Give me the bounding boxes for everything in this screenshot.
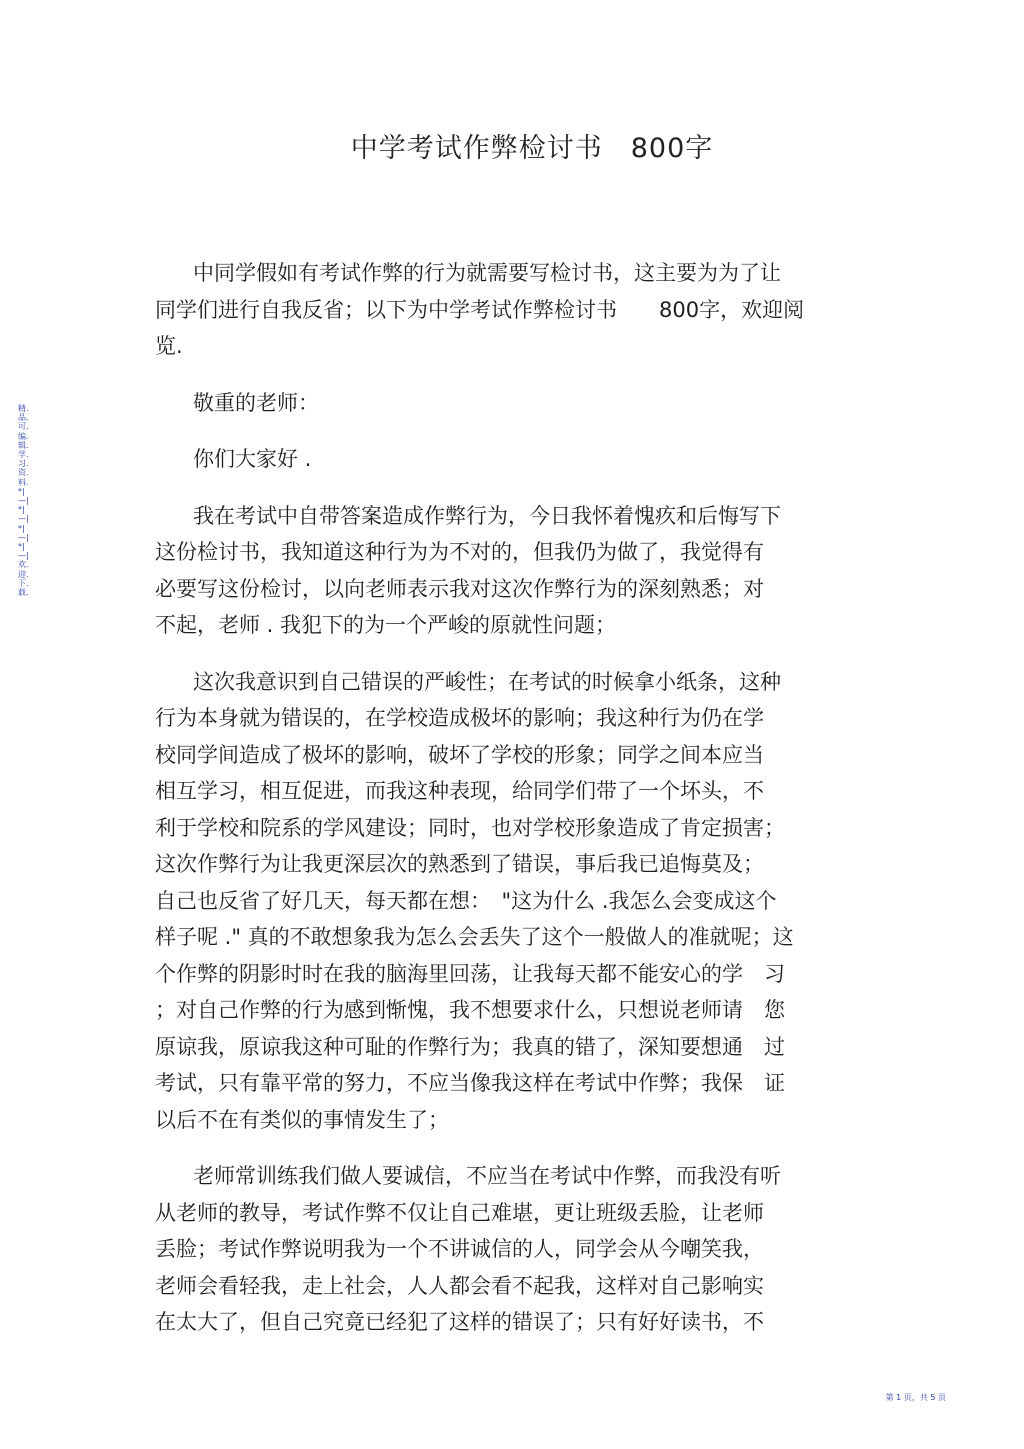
text-line: 同学们进行自我反省；以下为中学考试作弊检讨书 800字，欢迎阅 [155,297,805,322]
text-line: 校同学间造成了极坏的影响，破坏了学校的形象；同学之间本应当 [155,742,764,767]
text-line: 这份检讨书，我知道这种行为为不对的，但我仍为做了，我觉得有 [155,540,764,564]
text-line: 利于学校和院系的学风建设；同时，也对学校形象造成了肯定损害； [155,815,785,840]
text-line: 老师常训练我们做人要诚信，不应当在考试中作弊，而我没有听 [193,1164,781,1188]
text-line: 敬重的老师： [193,390,319,415]
text-line: 原谅我，原谅我这种可耻的作弊行为；我真的错了，深知要想通 过 [155,1034,785,1059]
paragraph-intro [155,255,845,365]
text-line: 这次作弊行为让我更深层次的熟悉到了错误，事后我已追悔莫及； [155,852,764,876]
text-line: 中同学假如有考试作弊的行为就需要写检讨书，这主要为为了让 [193,261,781,285]
text-line: 行为本身就为错误的，在学校造成极坏的影响；我这种行为仍在学 [155,706,764,730]
text-line: ；对自己作弊的行为感到惭愧，我不想要求什么，只想说老师请 您 [155,998,785,1022]
text-line: 你们大家好 . [193,447,312,471]
text-line: 从老师的教导，考试作弊不仅让自己难堪，更让班级丢脸，让老师 [155,1200,764,1225]
paragraph-salutation [155,385,845,422]
page-number-footer: 第 1 页，共 5 页 [885,1393,946,1402]
text-line: 在太大了，但自己究竟已经犯了这样的错误了；只有好好读书，不 [155,1310,764,1334]
document-title: 中学考试作弊检讨书 800字 [350,133,714,164]
text-line: 必要写这份检讨，以向老师表示我对这次作弊行为的深刻熟悉；对 [155,576,764,601]
paragraph-confession [155,498,845,644]
text-line: 自己也反省了好几天，每天都在想： "这为什么 .我怎么会变成这个 [155,888,777,913]
text-line: 相互学习，相互促进，而我这种表现，给同学们带了一个坏头，不 [155,779,764,803]
text-line: 样子呢 ." 真的不敢想象我为怎么会丢失了这个一般做人的准就呢；这 [155,925,794,949]
document-body [155,255,845,1361]
paragraph-greeting [155,441,845,478]
paragraph-reflection [155,664,845,1139]
text-line: 览. [155,334,183,358]
text-line: 老师会看轻我，走上社会，人人都会看不起我，这样对自己影响实 [155,1273,764,1298]
side-watermark-note: 精.品.可.编.辑.学.习.资.料.*|—|*|—|*|—|*|—|欢.迎.下.载. [18,404,29,598]
text-line: 个作弊的阴影时时在我的脑海里回荡，让我每天都不能安心的学 习 [155,961,785,986]
text-line: 我在考试中自带答案造成作弊行为，今日我怀着愧疚和后悔写下 [193,503,781,528]
text-line: 不起，老师 . 我犯下的为一个严峻的原就性问题； [155,613,617,637]
paragraph-integrity [155,1158,845,1341]
text-line: 这次我意识到自己错误的严峻性；在考试的时候拿小纸条，这种 [193,669,781,694]
text-line: 以后不在有类似的事情发生了； [155,1107,449,1132]
text-line: 丢脸；考试作弊说明我为一个不讲诚信的人，同学会从今嘲笑我， [155,1237,764,1261]
text-line: 考试，只有靠平常的努力，不应当像我这样在考试中作弊；我保 证 [155,1071,785,1095]
